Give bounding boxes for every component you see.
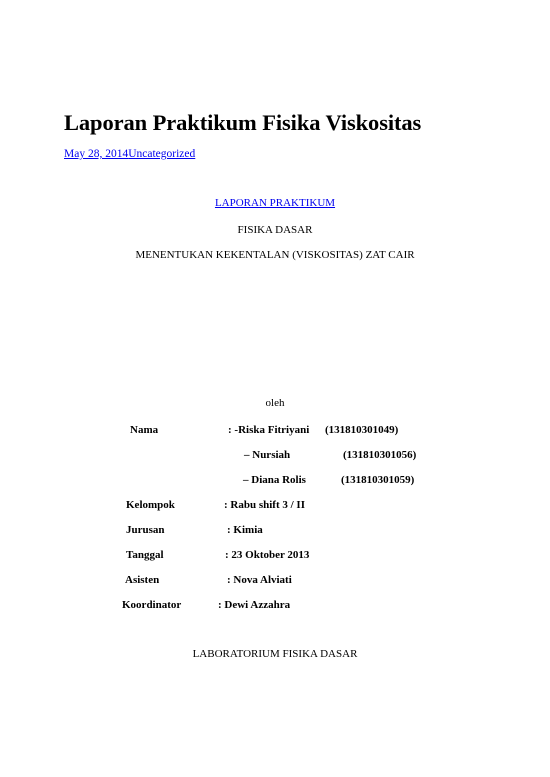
nama-value-3: – Diana Rolis xyxy=(243,474,306,486)
post-date-link[interactable]: May 28, 2014 xyxy=(64,148,129,160)
report-topic: MENENTUKAN KEKENTALAN (VISKOSITAS) ZAT CAIR xyxy=(135,249,415,261)
asisten-label: Asisten xyxy=(125,574,160,586)
report-by: oleh xyxy=(265,397,285,409)
report-subject: FISIKA DASAR xyxy=(237,224,313,236)
kelompok-label: Kelompok xyxy=(126,499,175,511)
kelompok-value: : Rabu shift 3 / II xyxy=(224,499,305,511)
jurusan-value: : Kimia xyxy=(227,524,263,536)
nim-value-3: (131810301059) xyxy=(341,474,415,486)
tanggal-value: : 23 Oktober 2013 xyxy=(225,549,310,561)
nama-value-1: : -Riska Fitriyani xyxy=(228,424,310,436)
koordinator-label: Koordinator xyxy=(122,599,182,611)
nim-value-1: (131810301049) xyxy=(325,424,399,436)
report-heading-link[interactable]: LAPORAN PRAKTIKUM xyxy=(214,197,336,209)
tanggal-label: Tanggal xyxy=(126,549,164,561)
nama-value-2: – Nursiah xyxy=(244,449,291,461)
post-title: Laporan Praktikum Fisika Viskositas xyxy=(64,110,422,135)
asisten-value: : Nova Alviati xyxy=(227,574,292,586)
report-heading xyxy=(0,197,550,209)
nama-label: Nama xyxy=(130,424,159,436)
post-category-link[interactable]: Uncategorized xyxy=(128,148,196,160)
post-meta xyxy=(64,148,195,160)
nim-value-2: (131810301056) xyxy=(343,449,417,461)
report-lab: LABORATORIUM FISIKA DASAR xyxy=(192,648,358,660)
koordinator-value: : Dewi Azzahra xyxy=(218,599,291,611)
jurusan-label: Jurusan xyxy=(126,524,165,536)
